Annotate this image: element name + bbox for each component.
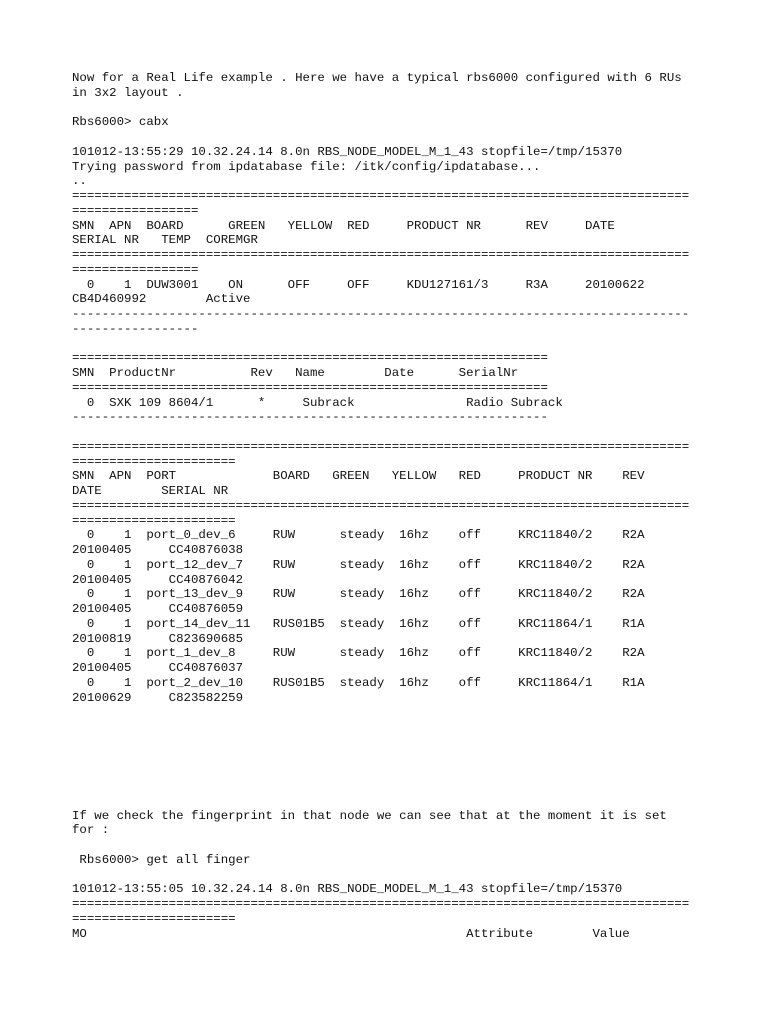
text-line: =================================================================================== — [72, 897, 690, 911]
text-line: SERIAL NR TEMP COREMGR — [72, 233, 258, 248]
text-line — [72, 425, 712, 440]
text-line: ====================== — [72, 454, 236, 469]
text-line: 0 1 port_14_dev_11 RUS01B5 steady 16hz off KRC11864/1 R1A — [72, 616, 645, 631]
text-line: 20100819 C823690685 — [72, 631, 244, 646]
text-line — [72, 705, 712, 720]
text-line: =================================================================================== — [72, 248, 690, 262]
text-line — [72, 720, 712, 735]
text-line: 0 1 DUW3001 ON OFF OFF KDU127161/3 R3A 20100622 — [72, 277, 645, 292]
text-line: SMN APN PORT BOARD GREEN YELLOW RED PRODUCT NR REV — [72, 469, 645, 484]
text-line: ---------------------------------------------------------------- — [72, 410, 548, 425]
text-line — [72, 868, 712, 883]
text-line: in 3x2 layout . — [72, 85, 184, 100]
text-line: 0 1 port_0_dev_6 RUW steady 16hz off KRC11840/2 R2A — [72, 528, 645, 543]
text-line: 20100405 CC40876037 — [72, 661, 244, 675]
text-line: 20100629 C823582259 — [72, 690, 244, 705]
text-line — [72, 750, 712, 765]
text-line: 20100405 CC40876038 — [72, 543, 244, 557]
text-line: If we check the fingerprint in that node we can see that at the moment it is set — [72, 808, 667, 823]
text-line: 0 1 port_2_dev_10 RUS01B5 steady 16hz off KRC11864/1 R1A — [72, 675, 645, 690]
text-line: MO Attribute Value — [72, 926, 630, 941]
text-line: DATE SERIAL NR — [72, 484, 229, 498]
text-line: =================================================================================== — [72, 189, 690, 203]
text-line: 0 1 port_1_dev_8 RUW steady 16hz off KRC11840/2 R2A — [72, 646, 645, 661]
text-line: 20100405 CC40876042 — [72, 572, 244, 587]
text-line — [72, 764, 712, 779]
text-line: SMN ProductNr Rev Name Date SerialNr — [72, 366, 519, 380]
text-line: ====================== — [72, 911, 236, 926]
text-line: Trying password from ipdatabase file: /itk/config/ipdatabase... — [72, 159, 541, 174]
text-line: Rbs6000> cabx — [72, 115, 169, 130]
text-line: 0 1 port_13_dev_9 RUW steady 16hz off KRC11840/2 R2A — [72, 587, 645, 602]
text-line: ================= — [72, 203, 199, 218]
text-line — [72, 794, 712, 809]
text-line: Now for a Real Life example . Here we have a typical rbs6000 configured with 6 RUs — [72, 71, 682, 85]
text-line — [72, 101, 712, 116]
text-line: ================= — [72, 262, 199, 277]
text-line: =================================================================================== — [72, 498, 690, 513]
text-line: 0 1 port_12_dev_7 RUW steady 16hz off KRC11840/2 R2A — [72, 557, 645, 572]
text-line: Rbs6000> get all finger — [72, 852, 251, 867]
text-line — [72, 779, 712, 794]
text-line: =================================================================================== — [72, 439, 690, 454]
text-line: 20100405 CC40876059 — [72, 602, 244, 616]
text-line: CB4D460992 Active — [72, 292, 251, 307]
text-line: ================================================================ — [72, 380, 548, 395]
text-line — [72, 337, 712, 352]
text-line — [72, 735, 712, 750]
text-line: 101012-13:55:05 10.32.24.14 8.0n RBS_NODE_MODEL_M_1_43 stopfile=/tmp/15370 — [72, 882, 623, 897]
text-line: .. — [72, 174, 87, 189]
text-line: for : — [72, 823, 110, 838]
text-line: 101012-13:55:29 10.32.24.14 8.0n RBS_NODE_MODEL_M_1_43 stopfile=/tmp/15370 — [72, 144, 623, 159]
text-line: ----------------- — [72, 321, 199, 336]
text-line: SMN APN BOARD GREEN YELLOW RED PRODUCT NR REV DATE — [72, 218, 615, 233]
text-line: ====================== — [72, 513, 236, 528]
text-line — [72, 130, 712, 145]
document-body — [72, 71, 712, 941]
text-line — [72, 838, 712, 853]
text-line: 0 SXK 109 8604/1 * Subrack Radio Subrack — [72, 395, 563, 410]
text-line: ================================================================ — [72, 351, 548, 366]
text-line: ----------------------------------------------------------------------------------- — [72, 307, 690, 321]
